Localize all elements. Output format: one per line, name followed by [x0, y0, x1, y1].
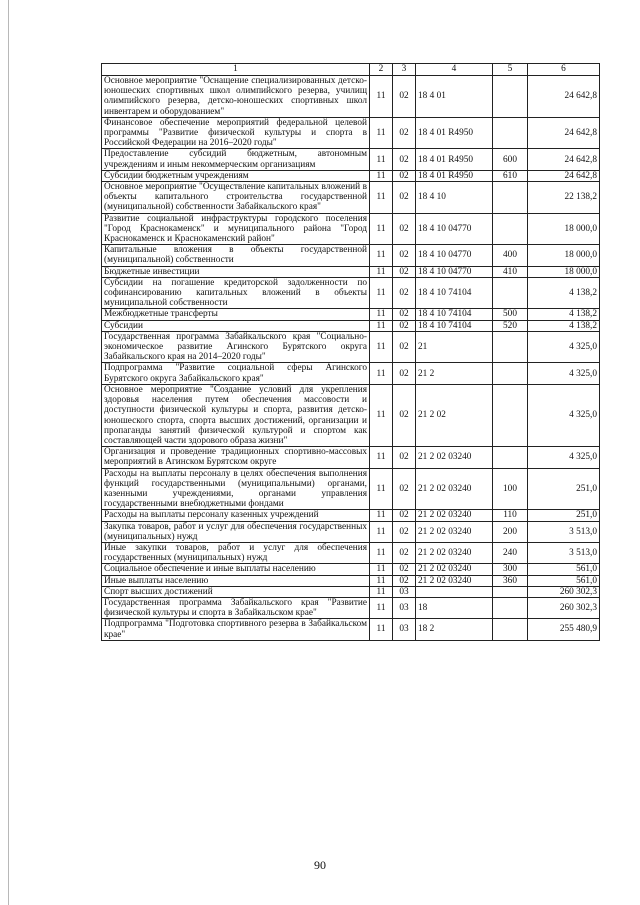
row-expense-type-cell [493, 213, 528, 245]
row-section-cell: 11 [370, 619, 393, 640]
row-expense-type-cell [493, 182, 528, 214]
row-name-cell: Расходы на выплаты персоналу в целях обеспечения выполнения функций государственными (муниципальными) органами, казенными учреждениями, органами управления государственными внебюджетными фондами [102, 468, 370, 510]
row-expense-type-cell [493, 619, 528, 640]
row-subsection-cell: 02 [393, 331, 416, 363]
row-section-cell: 11 [370, 170, 393, 181]
row-section-cell: 11 [370, 363, 393, 384]
row-expense-type-cell [493, 331, 528, 363]
row-target-code-cell: 21 2 02 03240 [416, 447, 493, 468]
row-amount-cell: 24 642,8 [528, 149, 600, 170]
col-header-6: 6 [528, 64, 600, 76]
row-expense-type-cell [493, 597, 528, 618]
row-name-cell: Социальное обеспечение и иные выплаты населению [102, 564, 370, 575]
row-subsection-cell: 02 [393, 468, 416, 510]
table-row [102, 76, 600, 118]
table-row [102, 468, 600, 510]
row-section-cell: 11 [370, 447, 393, 468]
row-name-cell: Субсидии на погашение кредиторской задолженности по софинансированию капитальных вложений в объекты муниципальной собственности [102, 277, 370, 309]
row-name-cell: Субсидии бюджетным учреждениям [102, 170, 370, 181]
row-target-code-cell: 18 4 01 R4950 [416, 117, 493, 149]
row-target-code-cell: 18 4 10 74104 [416, 320, 493, 331]
row-expense-type-cell [493, 76, 528, 118]
row-amount-cell: 3 513,0 [528, 542, 600, 563]
row-subsection-cell: 02 [393, 213, 416, 245]
row-name-cell: Развитие социальной инфраструктуры городского поселения "Город Краснокаменск" и муниципального района "Город Краснокаменск и Краснокаменский район" [102, 213, 370, 245]
row-target-code-cell [416, 586, 493, 597]
row-expense-type-cell: 400 [493, 245, 528, 266]
row-target-code-cell: 21 [416, 331, 493, 363]
row-subsection-cell: 02 [393, 575, 416, 586]
row-expense-type-cell [493, 117, 528, 149]
row-target-code-cell: 18 2 [416, 619, 493, 640]
row-amount-cell: 4 325,0 [528, 331, 600, 363]
table-row [102, 564, 600, 575]
row-subsection-cell: 02 [393, 447, 416, 468]
col-header-2: 2 [370, 64, 393, 76]
row-amount-cell: 24 642,8 [528, 117, 600, 149]
row-target-code-cell: 18 4 01 R4950 [416, 149, 493, 170]
table-row [102, 597, 600, 618]
table-row [102, 117, 600, 149]
row-expense-type-cell: 110 [493, 510, 528, 521]
row-target-code-cell: 18 4 10 04770 [416, 245, 493, 266]
row-name-cell: Закупка товаров, работ и услуг для обеспечения государственных (муниципальных) нужд [102, 521, 370, 542]
table-row [102, 619, 600, 640]
row-name-cell: Иные выплаты населению [102, 575, 370, 586]
row-section-cell: 11 [370, 468, 393, 510]
row-target-code-cell: 21 2 02 [416, 384, 493, 446]
row-expense-type-cell: 200 [493, 521, 528, 542]
col-header-3: 3 [393, 64, 416, 76]
row-subsection-cell: 02 [393, 309, 416, 320]
row-amount-cell: 260 302,3 [528, 597, 600, 618]
row-subsection-cell: 02 [393, 542, 416, 563]
row-amount-cell: 4 325,0 [528, 447, 600, 468]
scan-page-edge [8, 0, 9, 905]
row-amount-cell: 22 138,2 [528, 182, 600, 214]
row-section-cell: 11 [370, 266, 393, 277]
row-name-cell: Подпрограмма "Развитие социальной сферы Агинского Бурятского округа Забайкальского края" [102, 363, 370, 384]
row-target-code-cell: 18 4 10 [416, 182, 493, 214]
table-row [102, 170, 600, 181]
row-amount-cell: 18 000,0 [528, 266, 600, 277]
row-name-cell: Иные закупки товаров, работ и услуг для обеспечения государственных (муниципальных) нужд [102, 542, 370, 563]
row-expense-type-cell [493, 447, 528, 468]
row-expense-type-cell: 600 [493, 149, 528, 170]
row-target-code-cell: 21 2 02 03240 [416, 510, 493, 521]
row-subsection-cell: 02 [393, 170, 416, 181]
row-subsection-cell: 02 [393, 149, 416, 170]
row-amount-cell: 24 642,8 [528, 170, 600, 181]
row-subsection-cell: 02 [393, 245, 416, 266]
page-number: 90 [314, 858, 326, 872]
row-name-cell: Подпрограмма "Подготовка спортивного резерва в Забайкальском крае" [102, 619, 370, 640]
table-row [102, 384, 600, 446]
row-subsection-cell: 02 [393, 117, 416, 149]
row-section-cell: 11 [370, 149, 393, 170]
row-section-cell: 11 [370, 182, 393, 214]
row-target-code-cell: 18 [416, 597, 493, 618]
table-row [102, 182, 600, 214]
row-section-cell: 11 [370, 331, 393, 363]
row-section-cell: 11 [370, 564, 393, 575]
row-subsection-cell: 02 [393, 320, 416, 331]
col-header-4: 4 [416, 64, 493, 76]
row-target-code-cell: 21 2 02 03240 [416, 564, 493, 575]
row-section-cell: 11 [370, 245, 393, 266]
row-name-cell: Межбюджетные трансферты [102, 309, 370, 320]
row-name-cell: Капитальные вложения в объекты государственной (муниципальной) собственности [102, 245, 370, 266]
row-subsection-cell: 02 [393, 277, 416, 309]
row-name-cell: Основное мероприятие "Создание условий для укрепления здоровья населения путем обеспечения массовости и доступности физической культуры и спорта, развития детско-юношеского спорта, спорта высших достижений, организации и пропаганды занятий физической культурой и спортом как составляющей части здорового образа жизни" [102, 384, 370, 446]
row-expense-type-cell [493, 586, 528, 597]
row-name-cell: Расходы на выплаты персоналу казенных учреждений [102, 510, 370, 521]
row-section-cell: 11 [370, 586, 393, 597]
col-header-1: 1 [102, 64, 370, 76]
table-row [102, 266, 600, 277]
col-header-5: 5 [493, 64, 528, 76]
row-target-code-cell: 21 2 02 03240 [416, 468, 493, 510]
row-amount-cell: 251,0 [528, 510, 600, 521]
row-amount-cell: 4 138,2 [528, 309, 600, 320]
row-section-cell: 11 [370, 117, 393, 149]
row-expense-type-cell: 410 [493, 266, 528, 277]
row-expense-type-cell: 100 [493, 468, 528, 510]
row-section-cell: 11 [370, 213, 393, 245]
row-target-code-cell: 18 4 10 04770 [416, 266, 493, 277]
row-target-code-cell: 18 4 10 04770 [416, 213, 493, 245]
row-section-cell: 11 [370, 277, 393, 309]
row-amount-cell: 251,0 [528, 468, 600, 510]
row-expense-type-cell: 500 [493, 309, 528, 320]
row-target-code-cell: 21 2 02 03240 [416, 575, 493, 586]
row-target-code-cell: 21 2 02 03240 [416, 542, 493, 563]
row-subsection-cell: 02 [393, 363, 416, 384]
row-section-cell: 11 [370, 521, 393, 542]
row-amount-cell: 18 000,0 [528, 213, 600, 245]
row-section-cell: 11 [370, 76, 393, 118]
row-expense-type-cell: 300 [493, 564, 528, 575]
row-subsection-cell: 02 [393, 182, 416, 214]
row-name-cell: Организация и проведение традиционных спортивно-массовых мероприятий в Агинском Бурятском округе [102, 447, 370, 468]
row-section-cell: 11 [370, 320, 393, 331]
row-amount-cell: 260 302,3 [528, 586, 600, 597]
table-row [102, 213, 600, 245]
row-subsection-cell: 03 [393, 586, 416, 597]
row-amount-cell: 561,0 [528, 575, 600, 586]
row-section-cell: 11 [370, 597, 393, 618]
row-subsection-cell: 03 [393, 597, 416, 618]
row-amount-cell: 18 000,0 [528, 245, 600, 266]
row-target-code-cell: 18 4 01 [416, 76, 493, 118]
row-subsection-cell: 03 [393, 619, 416, 640]
row-target-code-cell: 18 4 01 R4950 [416, 170, 493, 181]
row-expense-type-cell: 610 [493, 170, 528, 181]
row-amount-cell: 4 138,2 [528, 320, 600, 331]
table-row [102, 331, 600, 363]
row-section-cell: 11 [370, 510, 393, 521]
row-subsection-cell: 02 [393, 384, 416, 446]
table-row [102, 586, 600, 597]
row-expense-type-cell: 240 [493, 542, 528, 563]
table-row [102, 363, 600, 384]
row-target-code-cell: 21 2 02 03240 [416, 521, 493, 542]
row-amount-cell: 24 642,8 [528, 76, 600, 118]
row-section-cell: 11 [370, 542, 393, 563]
table-row [102, 521, 600, 542]
row-name-cell: Субсидии [102, 320, 370, 331]
table-row [102, 447, 600, 468]
row-amount-cell: 255 480,9 [528, 619, 600, 640]
row-expense-type-cell [493, 363, 528, 384]
table-row [102, 320, 600, 331]
row-subsection-cell: 02 [393, 564, 416, 575]
row-amount-cell: 4 325,0 [528, 384, 600, 446]
row-name-cell: Спорт высших достижений [102, 586, 370, 597]
row-subsection-cell: 02 [393, 266, 416, 277]
table-header-row [102, 64, 600, 76]
row-expense-type-cell [493, 384, 528, 446]
row-subsection-cell: 02 [393, 510, 416, 521]
budget-table [101, 63, 600, 641]
row-amount-cell: 561,0 [528, 564, 600, 575]
row-expense-type-cell: 520 [493, 320, 528, 331]
table-row [102, 510, 600, 521]
row-subsection-cell: 02 [393, 521, 416, 542]
row-name-cell: Государственная программа Забайкальского края "Социально-экономическое развитие Агинского Бурятского округа Забайкальского края на 2014–2020 годы" [102, 331, 370, 363]
row-section-cell: 11 [370, 309, 393, 320]
row-amount-cell: 4 138,2 [528, 277, 600, 309]
table-row [102, 245, 600, 266]
row-subsection-cell: 02 [393, 76, 416, 118]
row-name-cell: Государственная программа Забайкальского края "Развитие физической культуры и спорта в Забайкальском крае" [102, 597, 370, 618]
table-row [102, 309, 600, 320]
row-expense-type-cell: 360 [493, 575, 528, 586]
row-amount-cell: 4 325,0 [528, 363, 600, 384]
row-section-cell: 11 [370, 575, 393, 586]
row-name-cell: Предоставление субсидий бюджетным, автономным учреждениям и иным некоммерческим организациям [102, 149, 370, 170]
row-name-cell: Основное мероприятие "Осуществление капитальных вложений в объекты капитального строительства государственной (муниципальной) собственности Забайкальского края" [102, 182, 370, 214]
row-target-code-cell: 18 4 10 74104 [416, 309, 493, 320]
row-target-code-cell: 21 2 [416, 363, 493, 384]
table-row [102, 542, 600, 563]
row-expense-type-cell [493, 277, 528, 309]
row-amount-cell: 3 513,0 [528, 521, 600, 542]
table-row [102, 149, 600, 170]
row-name-cell: Финансовое обеспечение мероприятий федеральной целевой программы "Развитие физической культуры и спорта в Российской Федерации на 2016–2020 годы" [102, 117, 370, 149]
table-row [102, 575, 600, 586]
row-name-cell: Основное мероприятие "Оснащение специализированных детско-юношеских спортивных школ олимпийского резерва, училищ олимпийского резерва, детско-юношеских спортивных школ инвентарем и оборудованием" [102, 76, 370, 118]
row-name-cell: Бюджетные инвестиции [102, 266, 370, 277]
table-row [102, 277, 600, 309]
row-target-code-cell: 18 4 10 74104 [416, 277, 493, 309]
row-section-cell: 11 [370, 384, 393, 446]
